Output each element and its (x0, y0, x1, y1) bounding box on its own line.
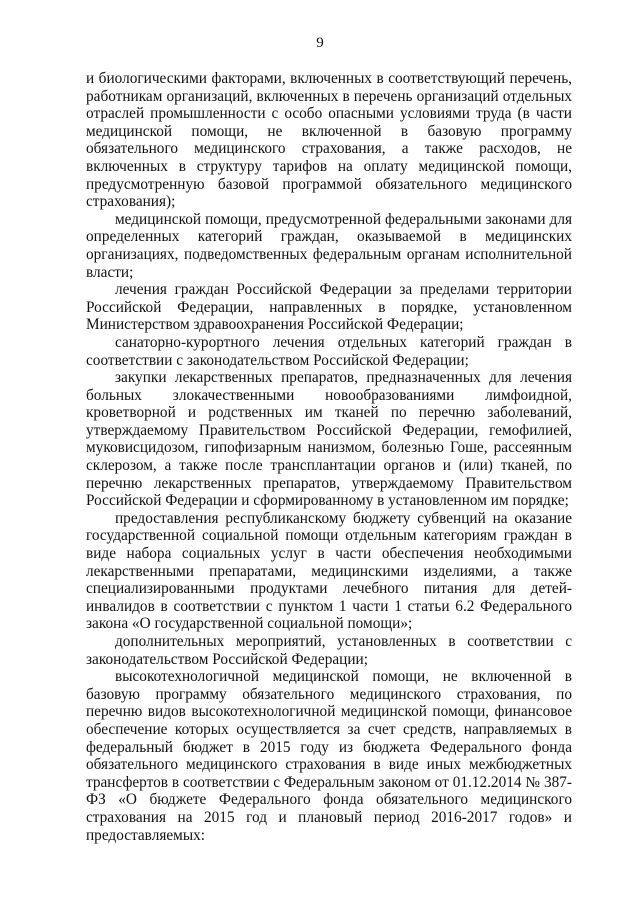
paragraph-federal-laws-care: медицинской помощи, предусмотренной федеральными законами для определенных категорий граждан, оказываемой в медицинских организациях, подведомственных федеральным органам исполнительной власти; (86, 210, 572, 281)
paragraph-drug-procurement: закупки лекарственных препаратов, предназначенных для лечения больных злокачественными новообразованиями лимфоидной, кроветворной и родственных им тканей по перечню заболеваний, утверждаемому Правительством Российской Федерации, гемофилией, муковисцидозом, гипофизарным нанизмом, болезнью Гоше, рассеянным склерозом, а также после трансплантации органов и (или) тканей, по перечню лекарственных препаратов, утверждаемому Правительством Российской Федерации и сформированному в установленном им порядке; (86, 369, 572, 510)
paragraph-high-tech-care: высокотехнологичной медицинской помощи, не включенной в базовую программу обязательного медицинского страхования, по перечню видов высокотехнологичной медицинской помощи, финансовое обеспечение которых осуществляется за счет средств, направляемых в федеральный бюджет в 2015 году из бюджета Федерального фонда обязательного медицинского страхования в виде иных межбюджетных трансфертов в соответствии с Федеральным законом от 01.12.2014 № 387-ФЗ «О бюджете Федерального фонда обязательного медицинского страхования на 2015 год и плановый период 2016-2017 годов» и предоставляемых: (86, 668, 572, 844)
page-number: 9 (316, 35, 324, 51)
document-body (86, 70, 572, 844)
paragraph-additional-measures: дополнительных мероприятий, установленных в соответствии с законодательством Российской Федерации; (86, 633, 572, 668)
paragraph-subventions: предоставления республиканскому бюджету субвенций на оказание государственной социальной помощи отдельным категориям граждан в виде набора социальных услуг в части обеспечения необходимыми лекарственными препаратами, медицинскими изделиями, а также специализированными продуктами лечебного питания для детей-инвалидов в соответствии с пунктом 1 части 1 статьи 6.2 Федерального закона «О государственной социальной помощи»; (86, 509, 572, 633)
paragraph-continuation: и биологическими факторами, включенных в соответствующий перечень, работникам организаций, включенных в перечень организаций отдельных отраслей промышленности с особо опасными условиями труда (в части медицинской помощи, не включенной в базовую программу обязательного медицинского страхования, а также расходов, не включенных в структуру тарифов на оплату медицинской помощи, предусмотренную базовой программой обязательного медицинского страхования); (86, 70, 572, 211)
paragraph-treatment-abroad: лечения граждан Российской Федерации за пределами территории Российской Федерации, направленных в порядке, установленном Министерством здравоохранения Российской Федерации; (86, 281, 572, 334)
paragraph-sanatorium: санаторно-курортного лечения отдельных категорий граждан в соответствии с законодательством Российской Федерации; (86, 333, 572, 369)
